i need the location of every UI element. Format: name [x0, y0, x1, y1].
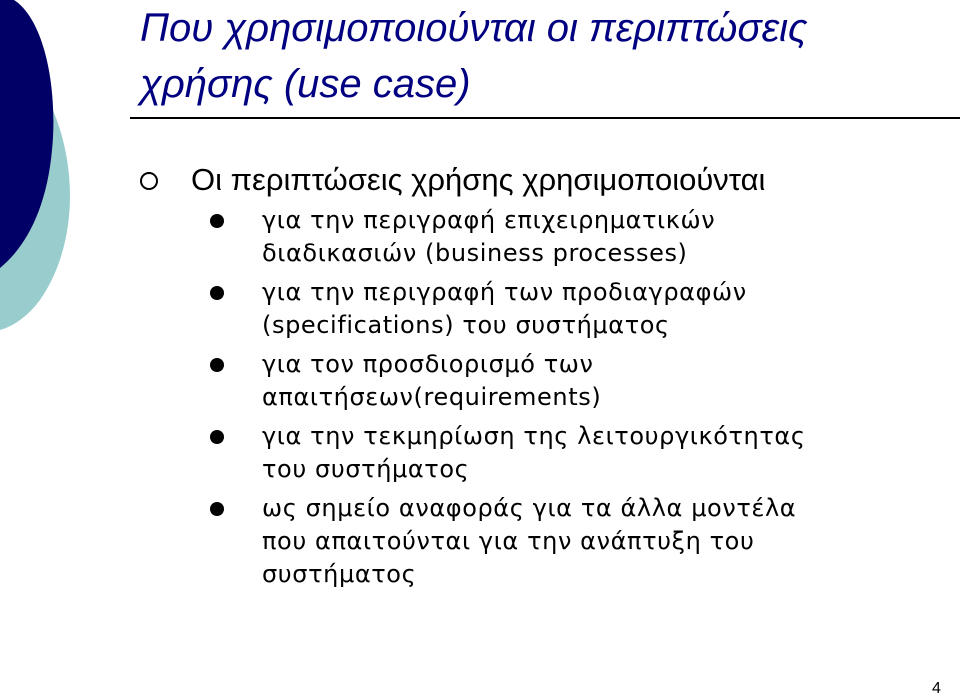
slide-title [140, 0, 940, 112]
list-item [210, 204, 950, 270]
sub-bullet-line: ως σημείο αναφοράς για τα άλλα μοντέλα [262, 494, 797, 522]
hollow-circle-bullet-icon [140, 172, 158, 190]
page-number: 4 [932, 680, 941, 697]
sub-bullet-line: απαιτήσεων(requirements) [262, 383, 602, 411]
sub-bullet-line: για τον προσδιορισμό των [262, 350, 594, 378]
list-item [210, 492, 950, 591]
list-item [210, 420, 950, 486]
corner-decoration [0, 0, 90, 340]
filled-circle-bullet-icon [210, 502, 224, 516]
sub-bullet-line: για την περιγραφή επιχειρηματικών [262, 206, 716, 234]
list-item [210, 348, 950, 414]
title-line-2: χρήσης (use case) [140, 62, 471, 106]
main-bullet-text: Οι περιπτώσεις χρήσης χρησιμοποιούνται [191, 162, 766, 197]
sub-bullet-text [262, 420, 806, 486]
sub-bullet-text [262, 348, 601, 414]
sub-bullet-list [210, 204, 950, 597]
sub-bullet-line: του συστήματος [262, 455, 470, 483]
main-bullet [140, 158, 765, 202]
sub-bullet-line: για την περιγραφή των προδιαγραφών [262, 278, 747, 306]
sub-bullet-line: που απαιτούνται για την ανάπτυξη του [262, 527, 755, 555]
sub-bullet-line: διαδικασιών (business processes) [262, 239, 688, 267]
filled-circle-bullet-icon [210, 286, 224, 300]
filled-circle-bullet-icon [210, 430, 224, 444]
list-item [210, 276, 950, 342]
filled-circle-bullet-icon [210, 358, 224, 372]
sub-bullet-line: (specifications) του συστήματος [262, 311, 670, 339]
title-divider [130, 117, 960, 119]
title-line-1: Που χρησιμοποιούνται οι περιπτώσεις [140, 6, 808, 50]
sub-bullet-text [262, 492, 796, 591]
sub-bullet-line: συστήματος [262, 560, 417, 588]
filled-circle-bullet-icon [210, 214, 224, 228]
sub-bullet-line: για την τεκμηρίωση της λειτουργικότητας [262, 422, 806, 450]
sub-bullet-text [262, 204, 715, 270]
sub-bullet-text [262, 276, 747, 342]
